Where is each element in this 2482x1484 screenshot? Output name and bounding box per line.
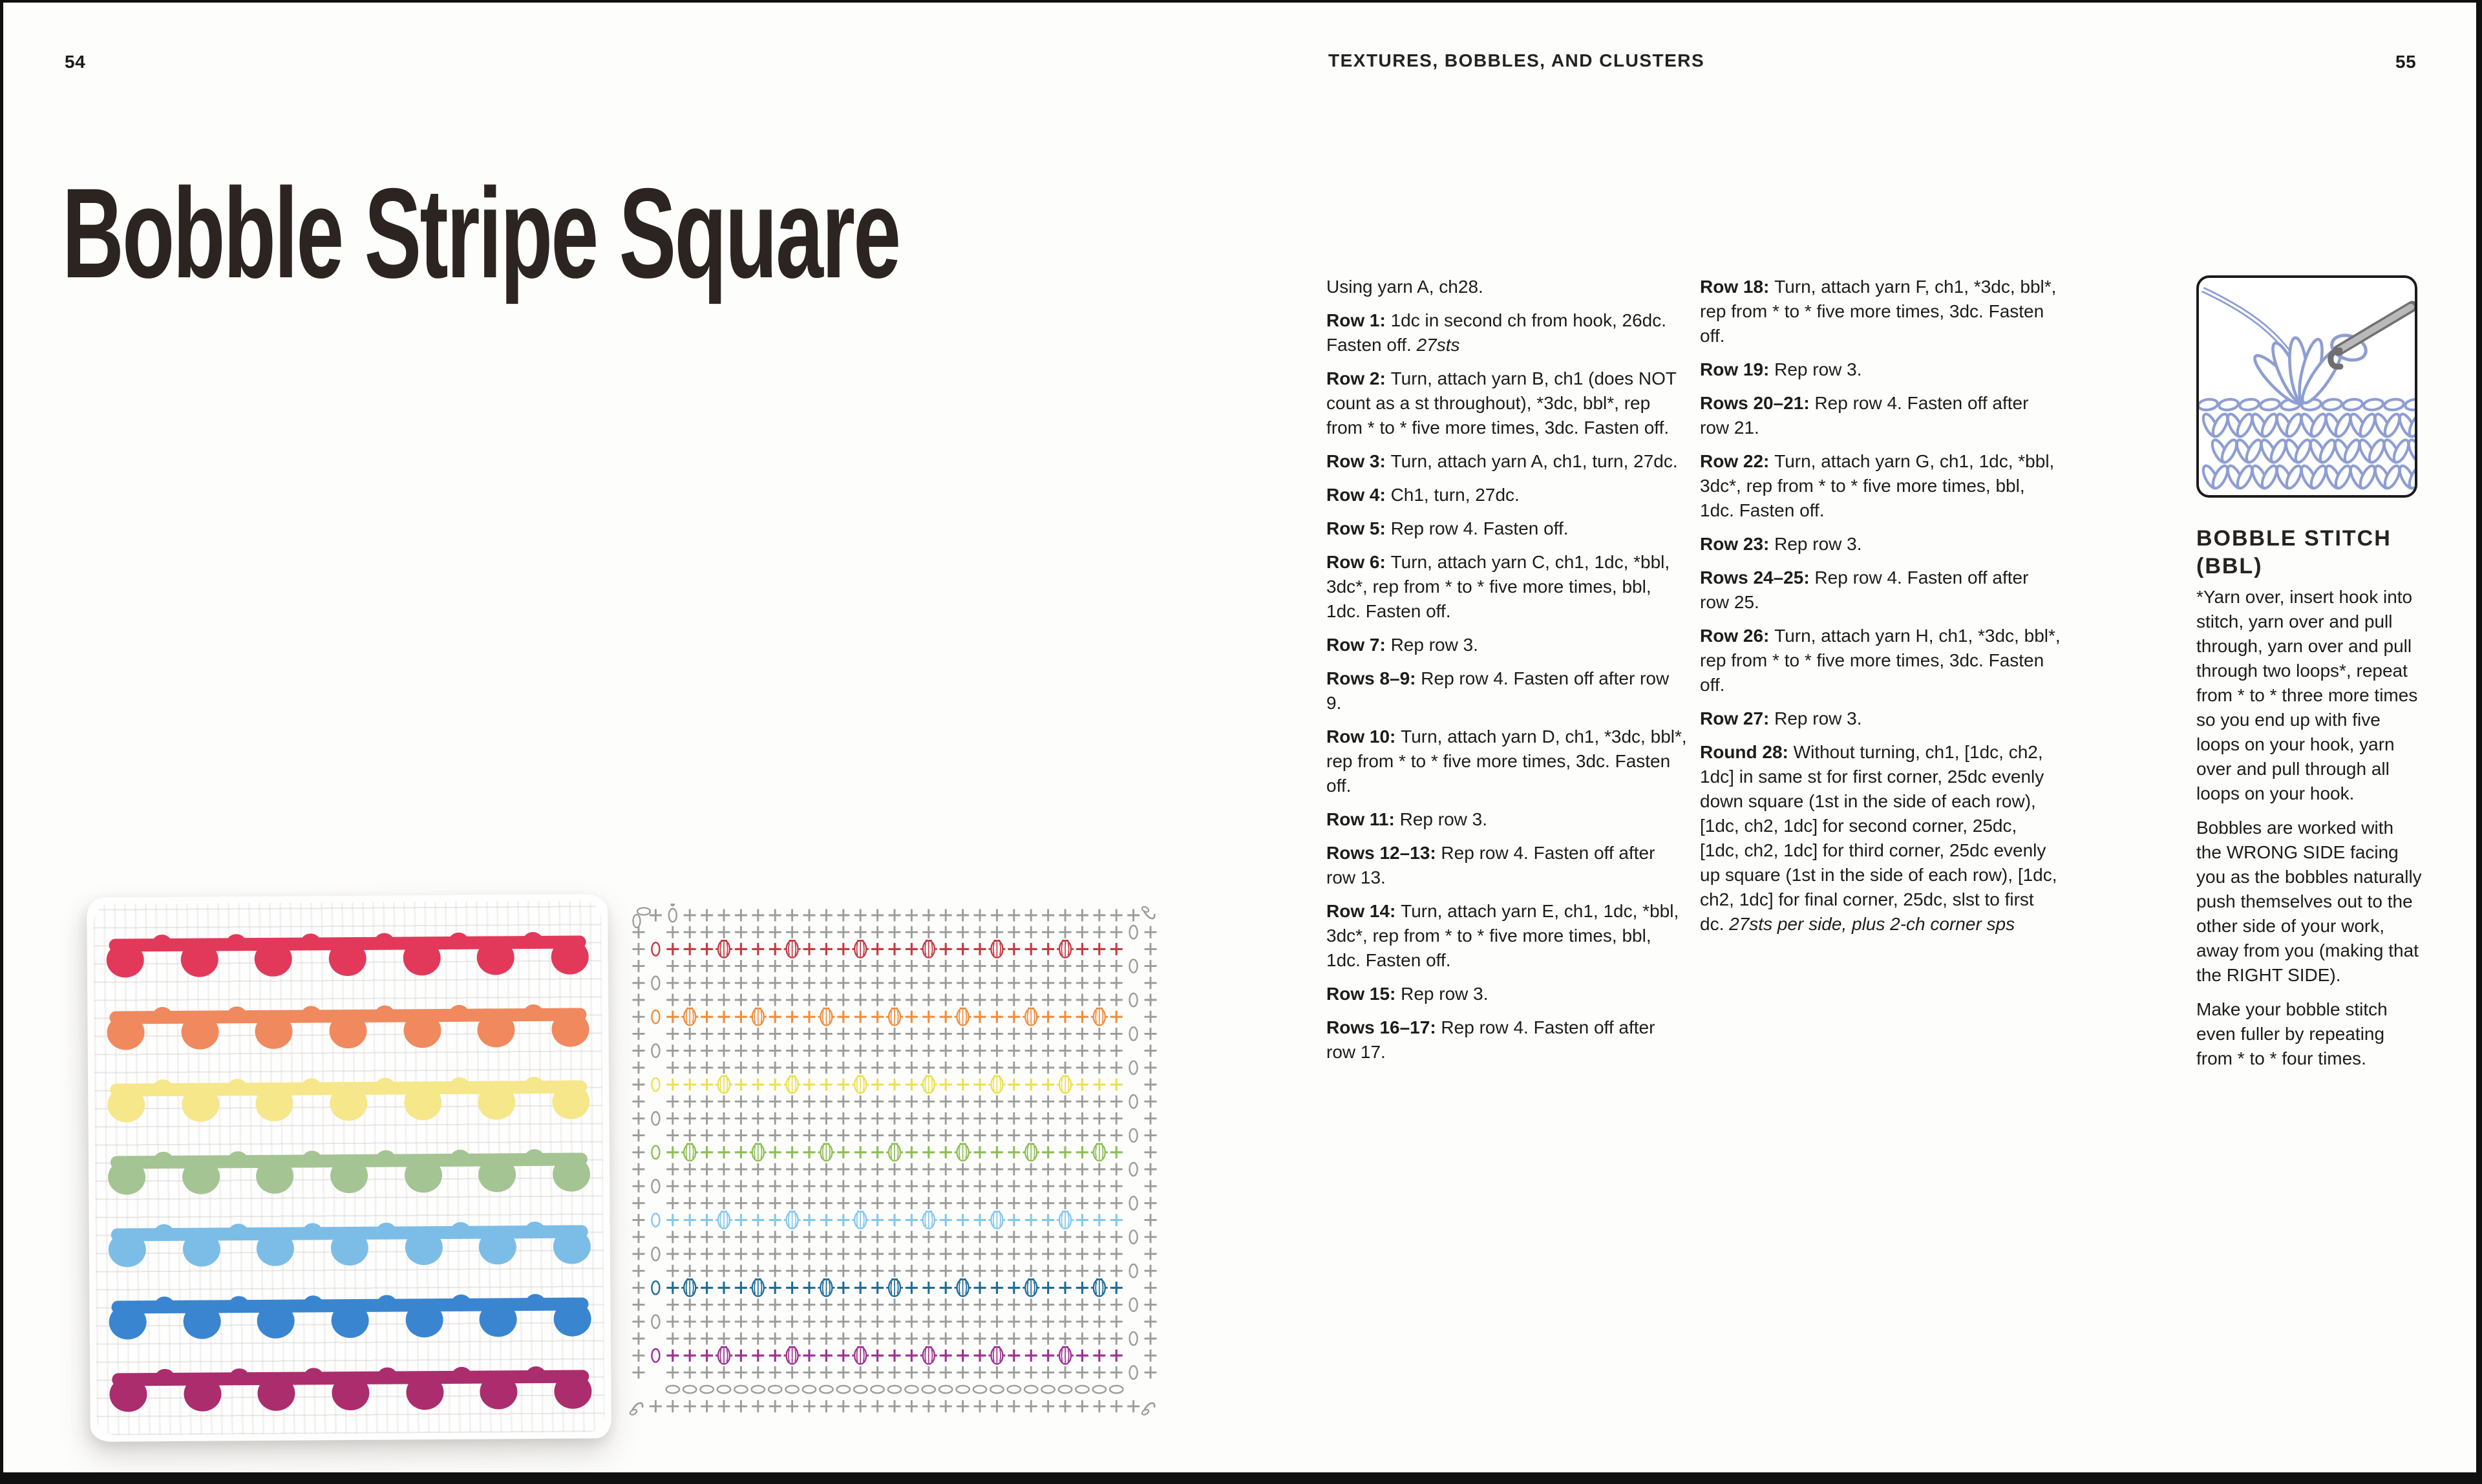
instruction-paragraph: Row 2: Turn, attach yarn B, ch1 (does NOT count as a st throughout), *3dc, bbl*, rep from * to * five more times, 3dc. Fasten off. <box>1326 368 1677 438</box>
bobble <box>227 1006 246 1023</box>
instruction-paragraph: Round 28: Without turning, ch1, [1dc, ch2, 1dc] in same st for first corner, 25dc evenly down square (1st in the side of each row), [1dc, ch2, 1dc] for second corner, 25dc, [1dc, ch2, 1dc] for third corner, 25dc evenly up square (1st in the side of each row), [1dc, ch2, 1dc] for final corner, 25dc, slst to first dc. 27sts per side, plus 2-ch corner sps <box>1700 742 2057 934</box>
bobble <box>182 1086 219 1121</box>
bobble <box>553 1229 591 1264</box>
bobble <box>302 1223 322 1240</box>
instruction-paragraph: Row 18: Turn, attach yarn F, ch1, *3dc, bbl*, rep from * to * five more times, 3dc. Fasten off. <box>1700 277 2057 346</box>
sidebar-paragraph: *Yarn over, insert hook into stitch, yarn over and pull through, yarn over and pull through two loops*, repeat from * to * three more times so you end up with five loops on your hook, yarn over and pull through all loops on your hook. <box>2196 587 2418 803</box>
page-title: Bobble Stripe Square <box>62 161 900 304</box>
instructions-column-1 <box>1326 275 1687 1074</box>
bobble <box>109 1304 146 1339</box>
instruction-paragraph: Row 10: Turn, attach yarn D, ch1, *3dc, bbl*, rep from * to * five more times, 3dc. Fasten off. <box>1326 726 1687 796</box>
bobble <box>452 1367 471 1384</box>
bobble-stripe-light-blue <box>109 1220 591 1272</box>
bobble <box>329 941 366 976</box>
instruction-paragraph: Rows 24–25: Rep row 4. Fasten off after row 25. <box>1700 567 2029 612</box>
bobble <box>301 933 320 950</box>
bobble-stitch-diagram-icon <box>2199 278 2416 496</box>
bobble <box>332 1375 369 1410</box>
instruction-paragraph: Row 3: Turn, attach yarn A, ch1, turn, 27dc. <box>1326 451 1678 471</box>
bobble <box>107 1087 145 1122</box>
bobble <box>255 942 292 977</box>
bobble <box>451 1295 471 1311</box>
instruction-paragraph: Row 23: Rep row 3. <box>1700 534 1862 554</box>
bobble <box>330 1158 368 1193</box>
bobble <box>154 1152 173 1169</box>
bobble <box>480 1374 518 1409</box>
bobble-stripe-blue <box>109 1292 591 1344</box>
bobble <box>184 1376 221 1411</box>
crochet-chart <box>628 904 1161 1417</box>
bobble <box>553 1156 590 1191</box>
sidebar-heading-line1: BOBBLE STITCH <box>2196 526 2392 551</box>
bobble <box>228 1151 248 1168</box>
bobble <box>182 1159 220 1194</box>
bobble <box>405 1158 442 1192</box>
window-edge-left <box>0 0 3 1484</box>
sidebar-heading-line2: (BBL) <box>2196 554 2263 578</box>
bobble-stripe-green <box>108 1147 591 1200</box>
bobble <box>377 1367 397 1384</box>
bobble <box>553 1301 591 1336</box>
bobble <box>228 1079 247 1096</box>
window-edge-top <box>0 0 2482 3</box>
bobble <box>376 1077 395 1094</box>
instruction-paragraph: Row 4: Ch1, turn, 27dc. <box>1326 485 1520 505</box>
bobble <box>302 1078 321 1095</box>
sidebar-paragraph: Bobbles are worked with the WRONG SIDE facing you as the bobbles naturally push themselves out to the other side of your work, away from you (making that the RIGHT SIDE). <box>2196 818 2422 985</box>
sidebar-text <box>2196 585 2423 1081</box>
bobble <box>108 1160 145 1194</box>
bobble <box>301 1006 321 1023</box>
bobble <box>376 1150 396 1167</box>
bobble <box>155 1369 175 1386</box>
bobble <box>480 1302 517 1337</box>
bobble <box>303 1295 323 1312</box>
window-edge-right <box>2476 0 2482 1484</box>
bobble <box>404 1085 441 1120</box>
bobble <box>376 1006 395 1023</box>
bobble <box>258 1376 295 1411</box>
instruction-paragraph: Row 6: Turn, attach yarn C, ch1, 1dc, *bbl, 3dc*, rep from * to * five more times, bbl, 1dc. Fasten off. <box>1326 552 1670 621</box>
bobble <box>107 1015 144 1050</box>
bobble <box>229 1368 249 1385</box>
instruction-paragraph: Row 1: 1dc in second ch from hook, 26dc. Fasten off. 27sts <box>1326 310 1667 355</box>
instructions-column-2 <box>1700 275 2061 946</box>
running-head: TEXTURES, BOBBLES, AND CLUSTERS <box>1328 50 1705 70</box>
instruction-paragraph: Row 5: Rep row 4. Fasten off. <box>1326 518 1569 538</box>
bobble <box>450 1077 469 1094</box>
bobble <box>449 933 468 949</box>
bobble <box>405 1302 443 1337</box>
bobble-stitch-illustration-box <box>2196 275 2417 498</box>
bobble <box>331 1303 368 1338</box>
bobble <box>153 1007 173 1024</box>
bobble <box>406 1375 443 1410</box>
instruction-paragraph: Row 11: Rep row 3. <box>1326 809 1487 829</box>
bobble <box>331 1231 368 1266</box>
instruction-paragraph: Rows 16–17: Rep row 4. Fasten off after row 17. <box>1326 1017 1655 1062</box>
page-number-right: 55 <box>2395 52 2417 72</box>
bobble <box>229 1224 248 1240</box>
bobble <box>525 1294 545 1311</box>
bobble <box>524 1149 544 1166</box>
bobble <box>304 1368 323 1384</box>
bobble <box>477 940 514 975</box>
instruction-paragraph: Row 19: Rep row 3. <box>1700 359 1862 379</box>
sidebar-heading <box>2196 525 2392 580</box>
bobble <box>451 1222 471 1239</box>
bobble <box>183 1304 220 1339</box>
sidebar-paragraph: Make your bobble stitch even fuller by repeating from * to * four times. <box>2196 999 2388 1068</box>
instruction-paragraph: Row 27: Rep row 3. <box>1700 708 1862 728</box>
bobble <box>375 933 394 950</box>
bobble <box>479 1229 516 1264</box>
instruction-paragraph: Row 14: Turn, attach yarn E, ch1, 1dc, *bbl, 3dc*, rep from * to * five more times, bbl, 1dc. Fasten off. <box>1326 901 1679 970</box>
bobble-stripe-red <box>106 930 589 982</box>
instruction-paragraph: Rows 8–9: Rep row 4. Fasten off after row 9. <box>1326 668 1670 713</box>
bobble <box>551 1012 589 1046</box>
instruction-paragraph: Using yarn A, ch28. <box>1326 277 1483 297</box>
bobble <box>154 1224 174 1241</box>
bobble <box>377 1222 396 1239</box>
bobble <box>405 1230 442 1265</box>
bobble <box>302 1150 321 1167</box>
bobble <box>554 1373 591 1408</box>
bobble <box>229 1296 248 1313</box>
bobble <box>403 1013 441 1048</box>
page-number-left: 54 <box>65 52 86 72</box>
bobble <box>524 1004 543 1021</box>
instruction-paragraph: Row 22: Turn, attach yarn G, ch1, 1dc, *bbl, 3dc*, rep from * to * five more times, bbl, 1dc. Fasten off. <box>1700 451 2055 520</box>
bobble <box>257 1231 294 1266</box>
bobble <box>107 942 144 977</box>
bobble <box>478 1012 515 1047</box>
instruction-paragraph: Row 7: Rep row 3. <box>1326 635 1478 655</box>
bobble <box>255 1014 293 1049</box>
bobble <box>180 942 218 977</box>
swatch-photo <box>89 896 610 1440</box>
bobble-stripe-orange <box>107 1002 589 1055</box>
bobble <box>109 1377 147 1412</box>
bobble <box>449 1005 469 1022</box>
instruction-paragraph: Row 26: Turn, attach yarn H, ch1, *3dc, bbl*, rep from * to * five more times, 3dc. Fasten off. <box>1700 626 2061 695</box>
bobble-stripe-magenta <box>109 1364 592 1417</box>
bobble <box>255 1086 293 1121</box>
bobble <box>153 935 172 951</box>
bobble <box>329 1013 366 1048</box>
window-edge-bottom <box>0 1472 2482 1484</box>
bobble-stripe-yellow <box>107 1075 590 1127</box>
bobble <box>478 1085 515 1119</box>
crochet-swatch <box>87 894 611 1442</box>
bobble <box>153 1079 173 1096</box>
bobble <box>181 1014 218 1049</box>
bobble <box>526 1366 546 1383</box>
bobble <box>330 1086 367 1121</box>
instruction-paragraph: Rows 20–21: Rep row 4. Fasten off after row 21. <box>1700 393 2029 438</box>
instruction-paragraph: Rows 12–13: Rep row 4. Fasten off after row 13. <box>1326 843 1655 887</box>
bobble <box>257 1304 295 1339</box>
bobble <box>256 1159 293 1194</box>
bobble <box>226 934 246 951</box>
bobble <box>155 1297 175 1313</box>
bobble <box>523 932 542 949</box>
bobble <box>552 1084 589 1119</box>
bobble <box>525 1222 544 1238</box>
bobble <box>478 1157 516 1192</box>
bobble <box>403 940 440 975</box>
bobble <box>377 1295 397 1311</box>
instruction-paragraph: Row 15: Rep row 3. <box>1326 984 1489 1004</box>
bobble <box>182 1231 220 1266</box>
bobble <box>551 939 588 974</box>
bobble <box>109 1232 146 1267</box>
bobble <box>451 1150 470 1167</box>
bobble <box>524 1077 544 1094</box>
